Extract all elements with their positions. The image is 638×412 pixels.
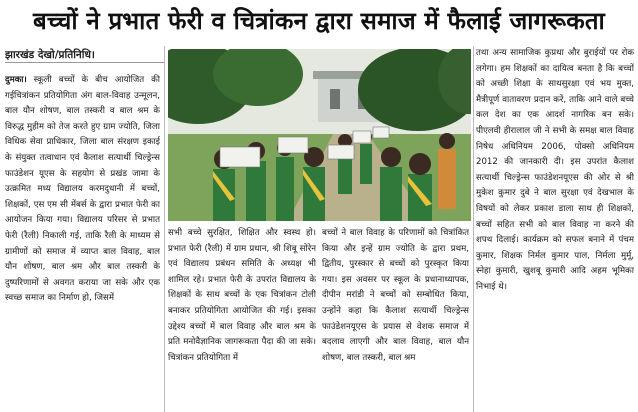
article-column-3 bbox=[322, 226, 469, 411]
column-4-text: तथा अन्य सामाजिक कुप्रथा और बुराईयों पर रोक लगेगा। हम शिक्षकों का दायित्व बनता है कि बच्चों को अच्छी शिक्षा के साथसुरक्षा एवं भय मुक्त, मैत्रीपूर्ण वातावरण प्रदान करें, ताकि आने वाले बच्चे कल देश का एक आदर्श नागरिक बन सके। पीएलवी हीरालाल जी ने सभी के समक्ष बाल विवाह निषेध अधिनियम 2006, पोक्सो अधिनियम 2012 की जानकारी दी। इस उपरांत कैलाश सत्यार्थी चिल्ड्रेन्स फाउंडेशनयूएस की ओर से श्री मुकेश कुमार दुबे ने बाल सुरक्षा एवं देखभाल के विषयों को लेकर प्रकाश डाला साथ ही शिक्षकों, बच्चों सहित सभी को बाल विवाह ना करने की शपथ दिलाई। कार्यक्रम को सफल बनाने में पंचम कुमार, शिक्षक निर्मल कुमार पाल, निर्मला मुर्मू, स्नेहा कुमारी, खुशबू कुमारी आदि अहम भूमिका निभाई थे। bbox=[476, 48, 634, 292]
dateline: झारखंड देखो/प्रतिनिधि। bbox=[5, 47, 165, 63]
rally-photo bbox=[168, 49, 471, 221]
rally-photo-icon bbox=[168, 49, 471, 221]
article-column-4 bbox=[476, 46, 634, 411]
column-3-text: बच्चों ने बाल विवाह के परिणामों को चित्रांकित किया और इन्हें ग्राम ज्योति के द्वारा प्रथम, द्वितीय, पुरस्कार से बच्चों को पुरस्कृत किया गया। इस अवसर पर स्कूल के प्रधानाध्यापक, दीपीन मरांडी ने बच्चों को सम्बोधित किया, उन्होंने कहा कि कैलाश सत्यार्थी चिल्ड्रेन्स फाउंडेशनयूएस के प्रयास से वेशक समाज में बदलाव लाएगी और बाल विवाह, बाल यौन शोषण, बाल तस्करी, बाल श्रम bbox=[322, 228, 469, 363]
column-divider-left bbox=[164, 46, 165, 412]
column-1-text: स्कूली बच्चों के बीच आयोजित की गईचित्रांकन प्रतियोगिता अंग बाल-विवाह उन्मूलन, बाल यौन शोषण, बाल तस्करी व बाल श्रम के विरुद्ध मुहीम को तेज करते हुए ग्राम ज्योति, जिला विधिक सेवा प्राधिकार, जिला बाल संरक्षण इकाई के संयुक्त तत्वाधान एवं कैलाश सत्यार्थी चिल्ड्रेन्स फाउंडेशन यूएस के सहयोग से प्रखंड जामा के उत्क्रमित मध्य विद्यालय करमदुधानी में बच्चों, शिक्षकों, एस एम सी मेंबर्स के द्वारा प्रभात फेरी का आयोजन किया गया। विद्यालय परिसर से प्रभात फेरी (रैली) निकाली गई, ताकि रैली के माध्यम से ग्रामीणों को समाज में व्याप्त बाल विवाह, बाल यौन शोषण, बाल श्रम और बाल तस्करी के दुष्परिणामों से अवगत कराया जा सके और एक स्वच्छ समाज का निर्माण हो, जिसमें bbox=[5, 75, 160, 304]
article-column-1 bbox=[5, 73, 160, 411]
column-divider-right bbox=[473, 46, 474, 412]
article-headline: बच्चों ने प्रभात फेरी व चित्रांकन द्वारा समाज में फैलाई जागरूकता bbox=[33, 7, 605, 35]
lead-word: दुमका। bbox=[5, 75, 27, 85]
article-column-2 bbox=[168, 226, 316, 411]
column-2-text: सभी बच्चे सुरक्षित, शिक्षित और स्वस्थ हो। प्रभात फेरी (रैली) में ग्राम प्रधान, श्री शिबू सोरेन एवं विद्यालय प्रबंधन समिति के अध्यक्ष भी शामिल रहे। प्रभात फेरी के उपरांत विद्यालय के शिक्षकों के साथ बच्चों के एक चित्रांकन टोली बनाकर प्रतियोगिता आयोजित की गई। इसका उद्देश्य बच्चों में बाल विवाह और बाल श्रम के प्रति मनोवैज्ञानिक जागरूकता पैदा की जा सके। चित्रांकन प्रतियोगिता में bbox=[168, 228, 316, 363]
